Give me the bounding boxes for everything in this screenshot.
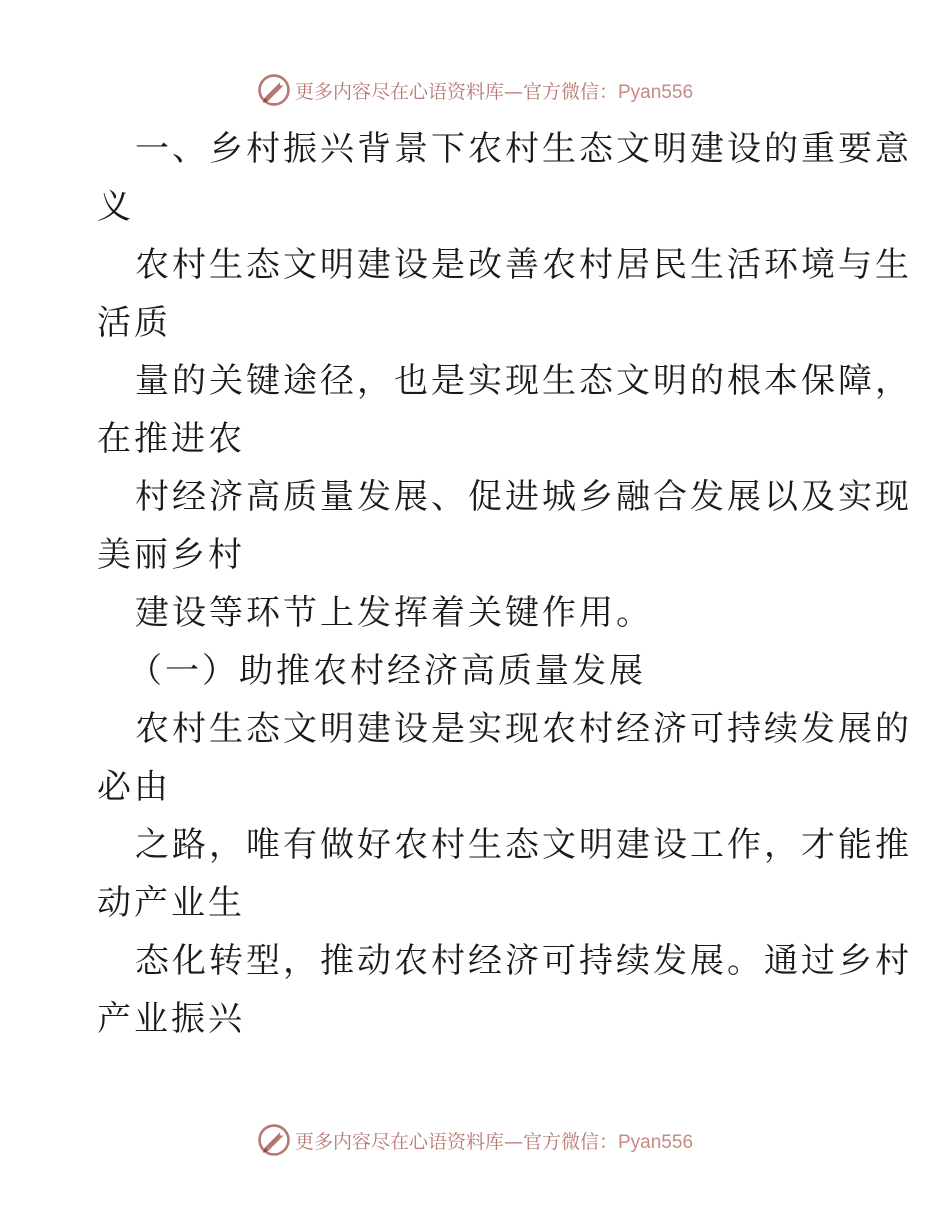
text-line: 活质 (97, 303, 171, 343)
text-line: 态化转型，推动农村经济可持续发展。通过乡村 (135, 941, 912, 981)
banner-text: 更多内容尽在心语资料库—官方微信：Pyan556 (294, 1130, 694, 1153)
text-line: 农村生态文明建设是实现农村经济可持续发展的 (135, 709, 912, 749)
banner-text: 更多内容尽在心语资料库—官方微信：Pyan556 (294, 80, 694, 103)
text-line: 量的关键途径，也是实现生态文明的根本保障， (135, 361, 912, 401)
text-line: 义 (97, 187, 134, 227)
header-banner (0, 70, 950, 110)
text-line: 美丽乡村 (97, 535, 245, 575)
text-line: 在推进农 (97, 419, 245, 459)
heading-line: 一、乡村振兴背景下农村生态文明建设的重要意 (135, 129, 912, 169)
pen-logo-icon (257, 73, 291, 107)
text-line: 村经济高质量发展、促进城乡融合发展以及实现 (135, 477, 912, 517)
footer-banner (0, 1120, 950, 1160)
pen-logo-icon (257, 1123, 291, 1157)
text-line: 动产业生 (97, 883, 245, 923)
text-line: 农村生态文明建设是改善农村居民生活环境与生 (135, 245, 912, 285)
subheading-line: （一）助推农村经济高质量发展 (128, 651, 646, 691)
text-line: 之路，唯有做好农村生态文明建设工作，才能推 (135, 825, 912, 865)
text-line: 建设等环节上发挥着关键作用。 (135, 593, 653, 633)
text-line: 产业振兴 (97, 999, 245, 1039)
text-line: 必由 (97, 767, 171, 807)
